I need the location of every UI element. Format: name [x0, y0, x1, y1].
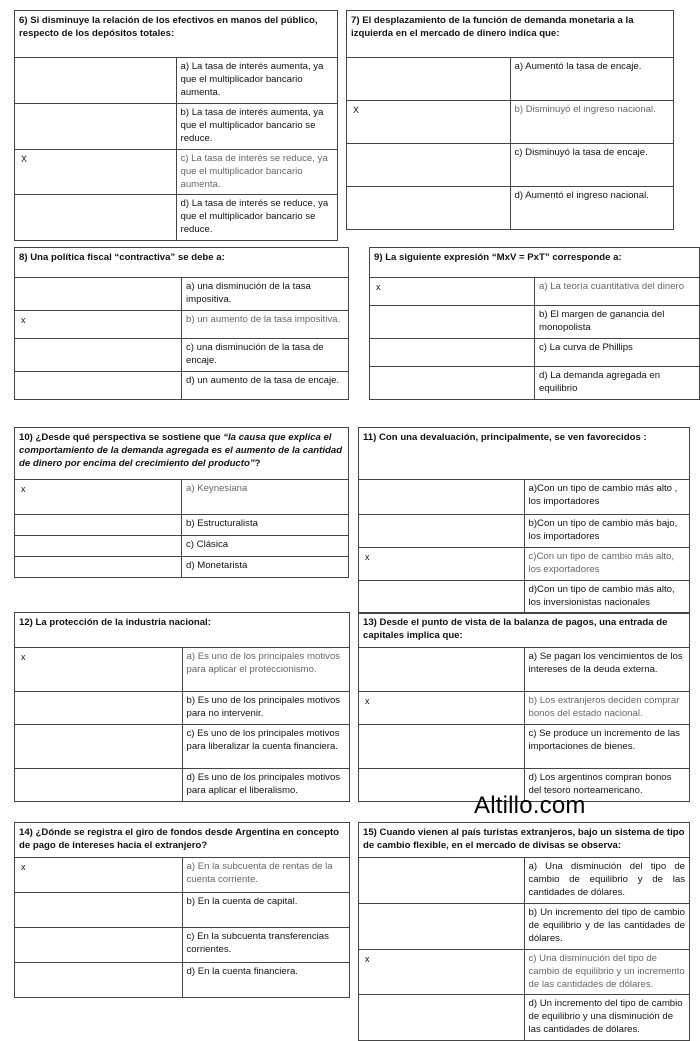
question-11-title: 11) Con una devaluación, principalmente, se ven favorecidos :	[359, 428, 690, 480]
answer-mark	[359, 995, 525, 1041]
answer-mark	[370, 338, 535, 366]
answer-mark	[15, 338, 182, 371]
question-10-title	[15, 428, 349, 480]
option-a: a) Es uno de los principales motivos para aplicar el proteccionismo.	[182, 648, 350, 692]
answer-mark: x	[359, 692, 525, 725]
answer-mark	[15, 515, 182, 536]
answer-mark: X	[15, 149, 177, 195]
answer-mark	[370, 366, 535, 399]
option-a: a)Con un tipo de cambio más alto , los importadores	[524, 480, 690, 515]
answer-mark	[15, 692, 183, 725]
question-6-title: 6) Si disminuye la relación de los efectivos en manos del público, respecto de los depósitos totales:	[15, 11, 338, 58]
answer-mark	[359, 724, 525, 768]
option-b: b) Es uno de los principales motivos para no intervenir.	[182, 692, 350, 725]
answer-mark: x	[15, 858, 183, 893]
question-9-title: 9) La siguiente expresión “MxV = PxT” corresponde a:	[370, 248, 700, 278]
option-c: c) La curva de Phillips	[535, 338, 700, 366]
option-b: b) un aumento de la tasa impositiva.	[182, 310, 349, 338]
option-c: c) En la subcuenta transferencias corrientes.	[182, 928, 350, 963]
question-9-table	[369, 247, 700, 400]
answer-mark: x	[359, 949, 525, 995]
answer-mark	[15, 58, 177, 104]
answer-mark	[15, 371, 182, 399]
question-10-table	[14, 427, 349, 578]
answer-mark	[359, 648, 525, 692]
answer-mark	[370, 306, 535, 339]
question-12-table	[14, 612, 350, 802]
option-c: c) una disminución de la tasa de encaje.	[182, 338, 349, 371]
answer-mark	[359, 903, 525, 949]
answer-mark: x	[370, 278, 535, 306]
answer-mark: X	[347, 101, 511, 144]
option-d: d) un aumento de la tasa de encaje.	[182, 371, 349, 399]
option-d: d) La tasa de interés se reduce, ya que el multiplicador bancario se reduce.	[176, 195, 338, 241]
option-d: d) La demanda agregada en equilibrio	[535, 366, 700, 399]
option-b: b) El margen de ganancia del monopolista	[535, 306, 700, 339]
option-a: a) Una disminución del tipo de cambio de equilibrio y de las cantidades de dólares.	[524, 858, 690, 904]
answer-mark: x	[15, 310, 182, 338]
answer-mark	[15, 893, 183, 928]
question-12-title: 12) La protección de la industria nacional:	[15, 613, 350, 648]
question-10-title-prefix: 10) ¿Desde qué perspectiva se sostiene que	[19, 432, 224, 443]
question-7-table	[346, 10, 674, 230]
option-b: b)Con un tipo de cambio más bajo, los importadores	[524, 515, 690, 548]
option-b: b) Disminuyó el ingreso nacional.	[510, 101, 674, 144]
question-15-title: 15) Cuando vienen al país turistas extranjeros, bajo un sistema de tipo de cambio flexible, en el mercado de divisas se observa:	[359, 823, 690, 858]
answer-mark	[15, 928, 183, 963]
answer-mark	[15, 724, 183, 768]
question-8-table	[14, 247, 349, 400]
answer-mark	[359, 515, 525, 548]
answer-mark	[347, 187, 511, 230]
option-a: a) Aumentó la tasa de encaje.	[510, 58, 674, 101]
option-a: a) La tasa de interés aumenta, ya que el multiplicador bancario aumenta.	[176, 58, 338, 104]
option-d: d) Aumentó el ingreso nacional.	[510, 187, 674, 230]
option-d: d)Con un tipo de cambio más alto, los inversionistas nacionales	[524, 580, 690, 613]
answer-mark	[15, 536, 182, 557]
answer-mark	[15, 768, 183, 801]
question-11-table	[358, 427, 690, 614]
answer-mark: x	[15, 648, 183, 692]
altillo-watermark: Altillo.com	[474, 792, 586, 819]
answer-mark	[359, 580, 525, 613]
answer-mark	[15, 195, 177, 241]
option-b: b) Los extranjeros deciden comprar bonos del estado nacional.	[524, 692, 690, 725]
answer-mark: x	[359, 547, 525, 580]
option-d: d) Monetarista	[182, 557, 349, 578]
option-a: a) La teoría cuantitativa del dinero	[535, 278, 700, 306]
question-14-table	[14, 822, 350, 998]
option-b: b) Un incremento del tipo de cambio de equilibrio y de las cantidades de dólares.	[524, 903, 690, 949]
answer-mark	[15, 963, 183, 998]
option-b: b) Estructuralista	[182, 515, 349, 536]
answer-mark	[347, 58, 511, 101]
option-a: a) Keynesiana	[182, 480, 349, 515]
option-d: d) Los argentinos compran bonos del tesoro norteamericano.	[524, 768, 690, 801]
answer-mark	[15, 557, 182, 578]
question-8-title: 8) Una política fiscal “contractiva” se debe a:	[15, 248, 349, 278]
question-10-title-quote: “la causa que explica el comportamiento de la demanda agregada es el aumento de la cantidad de dinero por encima del crecimiento del producto”	[19, 432, 343, 469]
option-a: a) una disminución de la tasa impositiva.	[182, 278, 349, 311]
answer-mark	[359, 858, 525, 904]
option-c: c) Clásica	[182, 536, 349, 557]
question-14-title: 14) ¿Dónde se registra el giro de fondos desde Argentina en concepto de pago de intereses hacia el extranjero?	[15, 823, 350, 858]
answer-mark	[15, 103, 177, 149]
option-c: c)Con un tipo de cambio más alto, los exportadores	[524, 547, 690, 580]
answer-mark	[347, 144, 511, 187]
option-a: a) Se pagan los vencimientos de los intereses de la deuda externa.	[524, 648, 690, 692]
question-13-title: 13) Desde el punto de vista de la balanza de pagos, una entrada de capitales implica que:	[359, 613, 690, 648]
question-7-title: 7) El desplazamiento de la función de demanda monetaria a la izquierda en el mercado de dinero indica que:	[347, 11, 674, 58]
option-d: d) En la cuenta financiera.	[182, 963, 350, 998]
option-c: c) La tasa de interés se reduce, ya que el multiplicador bancario aumenta.	[176, 149, 338, 195]
option-b: b) La tasa de interés aumenta, ya que el multiplicador bancario se reduce.	[176, 103, 338, 149]
answer-mark: x	[15, 480, 182, 515]
option-c: c) Se produce un incremento de las importaciones de bienes.	[524, 724, 690, 768]
question-6-table	[14, 10, 338, 241]
question-13-table	[358, 612, 690, 802]
option-c: c) Es uno de los principales motivos para liberalizar la cuenta financiera.	[182, 724, 350, 768]
option-d: d) Un incremento del tipo de cambio de equilibrio y una disminución de las cantidades de dólares.	[524, 995, 690, 1041]
option-c: c) Disminuyó la tasa de encaje.	[510, 144, 674, 187]
option-b: b) En la cuenta de capital.	[182, 893, 350, 928]
answer-mark	[15, 278, 182, 311]
question-15-table	[358, 822, 690, 1041]
option-d: d) Es uno de los principales motivos para aplicar el liberalismo.	[182, 768, 350, 801]
question-10-title-suffix: ?	[254, 457, 261, 469]
option-a: a) En la subcuenta de rentas de la cuenta corriente.	[182, 858, 350, 893]
answer-mark	[359, 480, 525, 515]
option-c: c) Una disminución del tipo de cambio de equilibrio y un incremento de las cantidades de dólares.	[524, 949, 690, 995]
